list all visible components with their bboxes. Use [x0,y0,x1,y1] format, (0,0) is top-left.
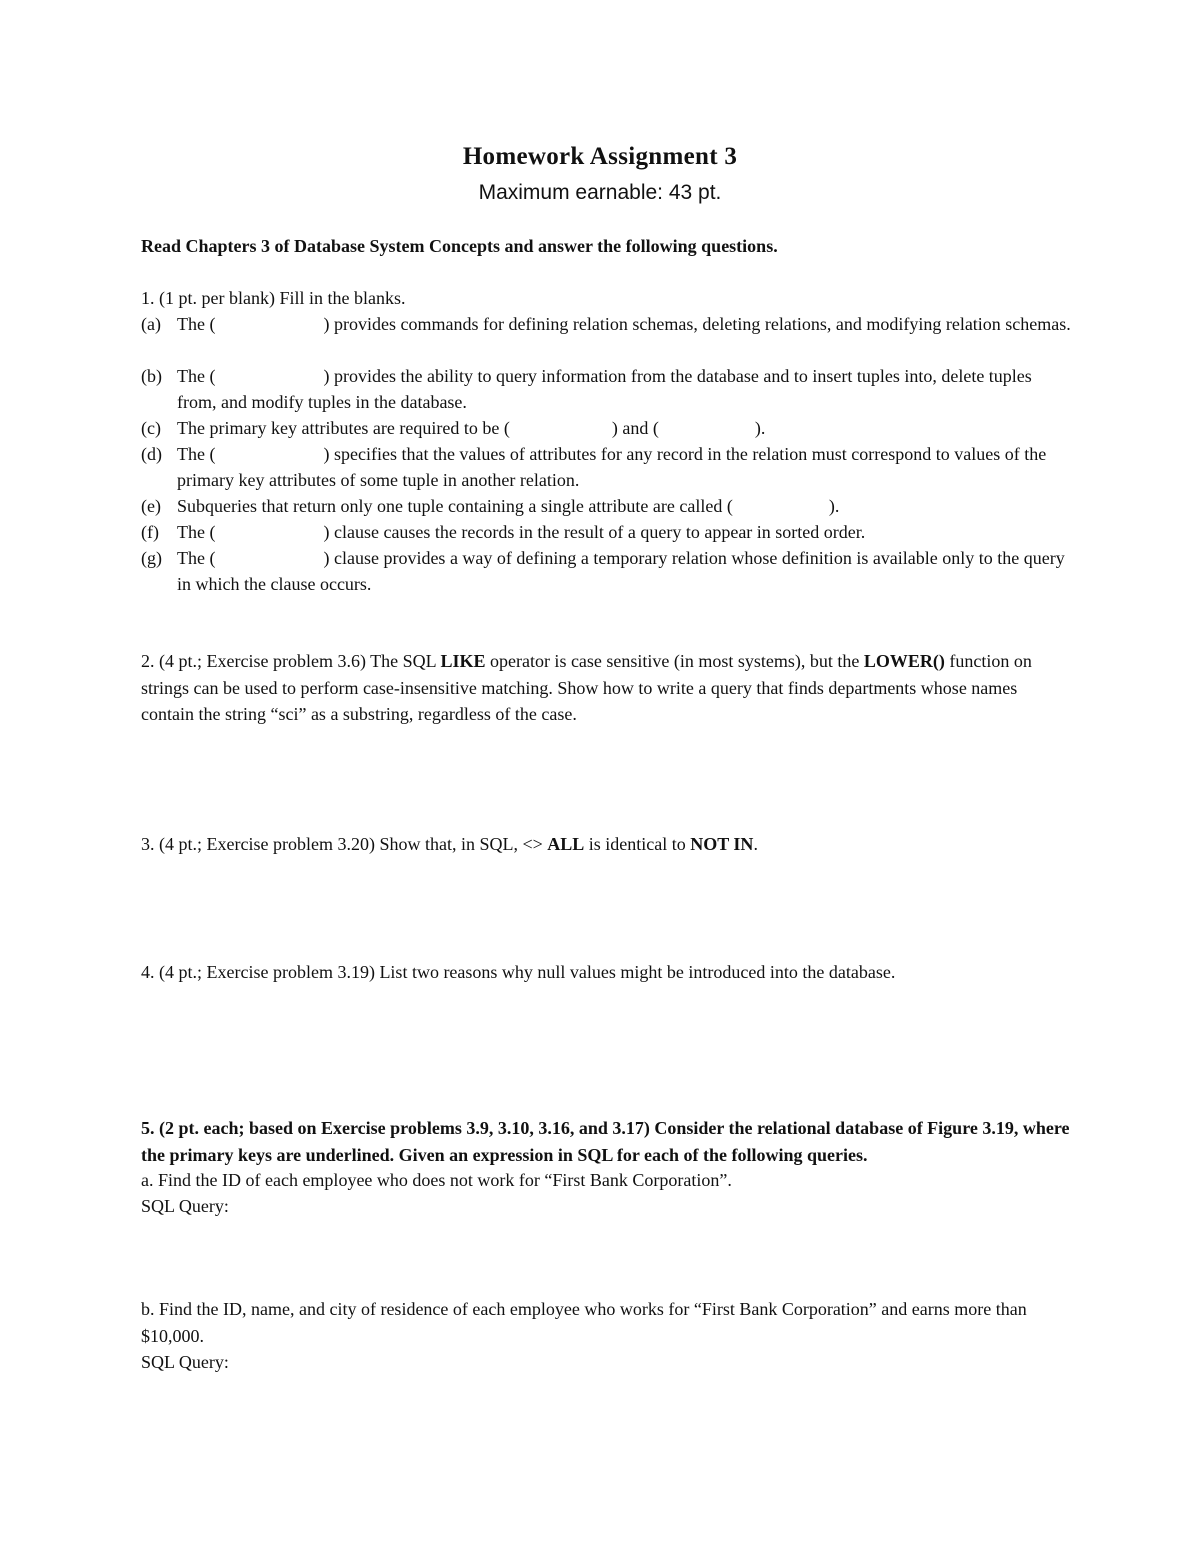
q2-text: function on strings can be used to perform case-insensitive matching. Show how to write a query that finds departments whose names contain the string “sci” as a substring, regardless of the case. [141,651,1032,724]
q3-text: 3. (4 pt.; Exercise problem 3.20) Show that, in SQL, <> [141,834,548,854]
q3-keyword: NOT IN [690,834,754,854]
q2-keyword: LOWER() [863,651,945,671]
q1-item-text: The primary key attributes are required to be ( [177,418,510,438]
question-5a: a. Find the ID of each employee who does not work for “First Bank Corporation”. [141,1170,732,1190]
question-3 [141,831,758,857]
q1-item-text: Subqueries that return only one tuple containing a single attribute are called ( [177,496,733,516]
question-2 [141,648,1071,728]
q1-item-text: ) provides commands for defining relation schemas, deleting relations, and modifying relation schemas. [323,314,1071,334]
q1-item-a [141,311,1071,337]
q3-keyword: ALL [547,834,585,854]
q1-item-text: ) and ( [611,418,659,438]
q3-text: is identical to [584,834,691,854]
q1-item-label: (g) [141,548,162,568]
q1-item-label: (a) [141,314,161,334]
q1-item-text: ). [828,496,840,516]
q1-item-label: (c) [141,418,161,438]
q1-item-text: ) clause provides a way of defining a temporary relation whose definition is available only to the query in which the clause occurs. [177,548,1065,594]
q1-prompt: 1. (1 pt. per blank) Fill in the blanks. [141,288,406,308]
q1-item-f [141,519,1071,545]
question-5b: b. Find the ID, name, and city of residence of each employee who works for “First Bank Corporation” and earns more than $10,000. [141,1299,1027,1346]
q1-item-label: (f) [141,522,159,542]
q1-item-text: ). [754,418,766,438]
q2-text: 2. (4 pt.; Exercise problem 3.6) The SQL [141,651,441,671]
q1-item-e [141,493,1071,519]
question-5-heading: 5. (2 pt. each; based on Exercise problems 3.9, 3.10, 3.16, and 3.17) Consider the relational database of Figure 3.19, where the primary keys are underlined. Given an expression in SQL for each of the following queries. [141,1118,1070,1165]
q1-item-text: The ( [177,444,216,464]
q2-keyword: LIKE [440,651,486,671]
q1-item-g [141,545,1071,597]
q2-text: operator is case sensitive (in most systems), but the [485,651,864,671]
q1-item-label: (d) [141,444,162,464]
question-4: 4. (4 pt.; Exercise problem 3.19) List two reasons why null values might be introduced into the database. [141,962,896,982]
q1-item-text: The ( [177,314,216,334]
q1-item-text: The ( [177,522,216,542]
question-5a-sql-label: SQL Query: [141,1196,229,1216]
instructions: Read Chapters 3 of Database System Concepts and answer the following questions. [141,236,778,256]
q1-item-text: ) clause causes the records in the result of a query to appear in sorted order. [323,522,866,542]
q1-item-text: The ( [177,366,216,386]
q1-item-text: ) provides the ability to query information from the database and to insert tuples into, delete tuples from, and modify tuples in the database. [177,366,1032,412]
question-5b-sql-label: SQL Query: [141,1352,229,1372]
q1-item-text: ) specifies that the values of attributes for any record in the relation must correspond to values of the primary key attributes of some tuple in another relation. [177,444,1047,490]
q1-item-c [141,415,1071,441]
q1-item-label: (e) [141,496,161,516]
q3-text: . [753,834,758,854]
page-title: Homework Assignment 3 [462,143,738,170]
q1-item-text: The ( [177,548,216,568]
q1-item-label: (b) [141,366,162,386]
q1-item-b [141,363,1071,415]
page-subtitle: Maximum earnable: 43 pt. [478,181,722,204]
q1-item-d [141,441,1071,493]
